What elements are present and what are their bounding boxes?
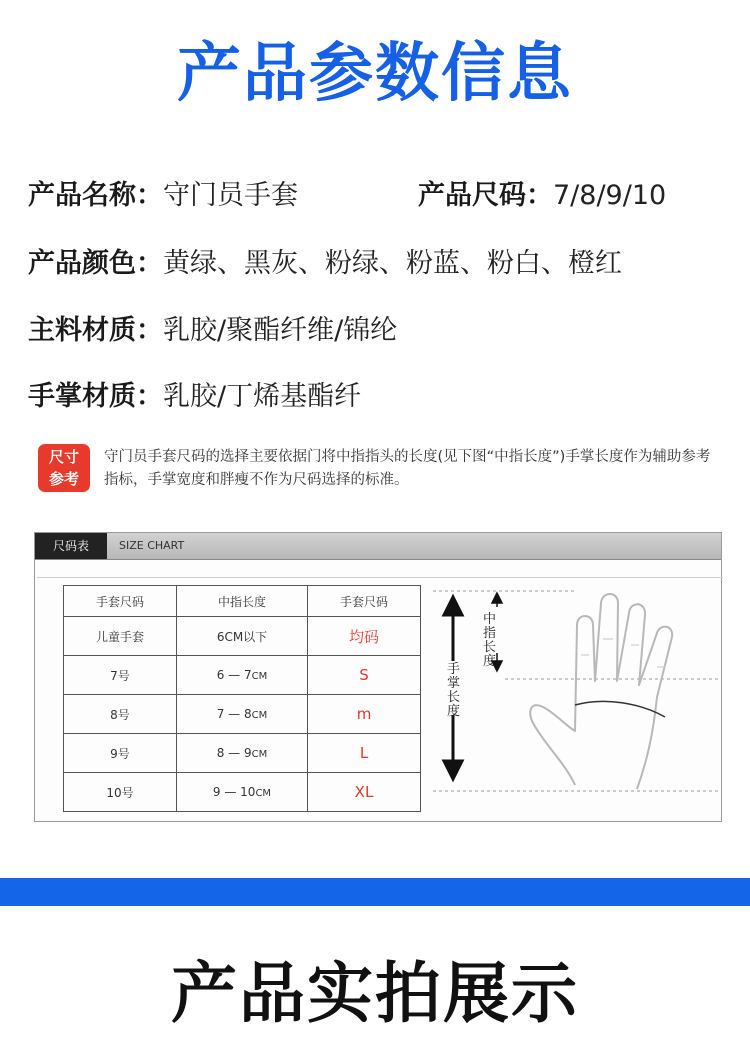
table-row	[64, 656, 421, 695]
length-unit: CM	[251, 671, 268, 682]
table-header-cell: 中指长度	[177, 586, 308, 617]
length-unit: CM	[251, 710, 268, 721]
glove-size-cell: 儿童手套	[64, 617, 177, 656]
table-row	[64, 734, 421, 773]
glove-size-cell: 10号	[64, 773, 177, 812]
length-range: 9 — 10	[212, 785, 256, 799]
table-header-cell: 手套尺码	[308, 586, 421, 617]
badge-line-2: 参考	[48, 470, 79, 488]
table-row	[64, 773, 421, 812]
glove-size-cell: 8号	[64, 695, 177, 734]
palm-length-label: 手掌长度	[447, 662, 461, 719]
spec-label: 产品颜色：	[28, 248, 163, 279]
badge-line-1: 尺寸	[48, 448, 79, 466]
length-range: 6 — 7	[216, 668, 252, 682]
size-reference-note: 守门员手套尺码的选择主要依据门将中指指头的长度(见下图“中指长度”)手掌长度作为辅助参考指标，手掌宽度和胖瘦不作为尺码选择的标准。	[104, 449, 711, 488]
section-title: 产品实拍展示	[171, 955, 579, 1032]
length-range: 7 — 8	[216, 707, 252, 721]
spec-product-size	[418, 178, 666, 214]
size-code-cell: L	[308, 734, 421, 773]
size-chart-subtitle: SIZE CHART	[119, 539, 185, 552]
finger-length-cell	[177, 656, 308, 695]
size-chart-header	[35, 533, 721, 560]
middle-finger-length-label: 中指长度	[483, 612, 497, 669]
spec-value: 乳胶/聚酯纤维/锦纶	[163, 315, 398, 346]
size-code-cell: XL	[308, 773, 421, 812]
size-code-cell: S	[308, 656, 421, 695]
length-unit: CM	[251, 749, 268, 760]
length-range: 8 — 9	[216, 746, 252, 760]
table-row	[64, 617, 421, 656]
size-chart	[34, 532, 722, 822]
size-code-cell: 均码	[308, 617, 421, 656]
spec-value: 黄绿、黑灰、粉绿、粉蓝、粉白、橙红	[163, 248, 622, 279]
spec-label: 产品名称：	[28, 180, 163, 211]
hand-measure-diagram	[425, 585, 721, 821]
spec-label: 主料材质：	[28, 315, 163, 346]
finger-length-cell	[177, 695, 308, 734]
glove-size-cell: 9号	[64, 734, 177, 773]
spec-product-color	[28, 246, 622, 282]
table-row	[64, 695, 421, 734]
page-title: 产品参数信息	[177, 37, 573, 111]
hand-outline-icon	[425, 585, 721, 821]
spec-main-material	[28, 313, 397, 349]
length-unit: CM	[255, 788, 272, 799]
size-table	[63, 585, 421, 812]
spec-label: 手掌材质：	[28, 381, 163, 412]
table-header-row	[64, 586, 421, 617]
spec-value: 7/8/9/10	[553, 180, 667, 211]
spec-palm-material	[28, 379, 361, 415]
finger-length-cell: 6CM以下	[177, 617, 308, 656]
spec-value: 守门员手套	[163, 180, 298, 211]
finger-length-cell	[177, 773, 308, 812]
size-chart-tab: 尺码表	[35, 533, 107, 559]
spec-value: 乳胶/丁烯基酯纤	[163, 381, 362, 412]
size-reference-badge	[38, 444, 90, 492]
glove-size-cell: 7号	[64, 656, 177, 695]
finger-length-cell	[177, 734, 308, 773]
spec-label: 产品尺码：	[418, 180, 553, 211]
table-header-cell: 手套尺码	[64, 586, 177, 617]
spec-product-name	[28, 178, 298, 214]
size-code-cell: m	[308, 695, 421, 734]
